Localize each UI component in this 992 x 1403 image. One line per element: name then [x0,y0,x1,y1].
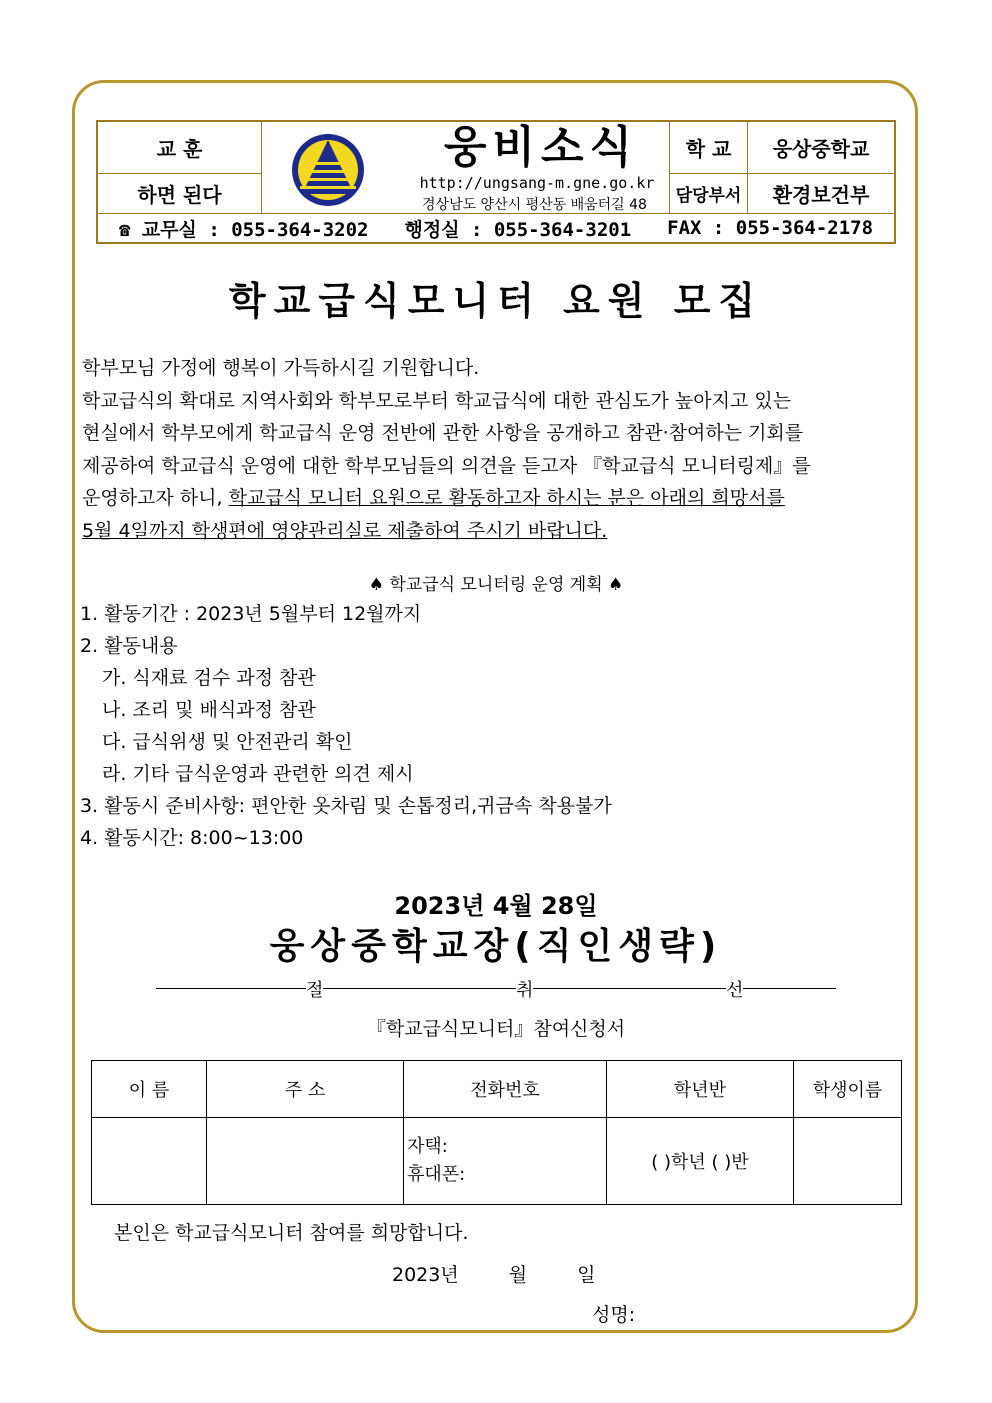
sign-month: 월 [508,1264,528,1286]
address-cell[interactable] [207,1118,404,1205]
student-name-cell[interactable] [794,1118,902,1205]
motto-label: 교 훈 [98,122,262,174]
body-line: 5월 4일까지 학생편에 영양관리실로 제출하여 주시기 바랍니다. [82,519,608,542]
signature-label: 성명: [592,1304,636,1326]
fax-number: FAX : 055-364-2178 [667,217,874,239]
col-phone: 전화번호 [404,1061,607,1118]
sign-date [392,1260,640,1287]
school-logo-icon [290,132,366,208]
cut-char: 취 [516,976,533,1002]
issue-date: 2023년 4월 28일 [394,892,598,920]
admin-phone: 행정실 : 055-364-3201 [404,218,632,241]
plan-subitem: 가. 식재료 검수 과정 참관 [102,667,316,689]
col-student: 학생이름 [794,1061,902,1118]
body-underlined: 학교급식 모니터 요원으로 활동하고자 하시는 분은 아래의 희망서를 [228,487,785,509]
sign-day: 일 [577,1264,596,1286]
wish-statement: 본인은 학교급식모니터 참여를 희망합니다. [114,1222,469,1244]
school-url: http://ungsang-m.gne.go.kr [419,174,655,192]
plan-item: 1. 활동기간 : 2023년 5월부터 12월까지 [80,603,422,625]
plan-item: 3. 활동시 준비사항: 편안한 옷차림 및 손톱정리,귀금속 착용불가 [80,795,612,817]
plan-title: ♠ 학교급식 모니터링 운영 계획 ♠ [368,575,624,595]
school-name: 웅상중학교 [748,122,894,174]
application-table [91,1060,902,1205]
motto: 하면 된다 [98,174,262,214]
school-address: 경상남도 양산시 평산동 배움터길 48 [422,197,647,213]
body-text [82,352,922,547]
body-line: 제공하여 학교급식 운영에 대한 학부모님들의 의견을 듣고자 『학교급식 모니터링제』를 [82,454,811,477]
plan-subitem: 나. 조리 및 배식과정 참관 [102,699,316,721]
dept-name: 환경보건부 [748,174,894,214]
name-cell[interactable] [92,1118,207,1205]
plan-subitem: 라. 기타 급식운영과 관련한 의견 제시 [102,763,414,785]
table-row [92,1118,902,1205]
cut-char: 선 [726,976,743,1002]
plan-item: 4. 활동시간: 8:00~13:00 [80,827,304,849]
col-grade: 학년반 [607,1061,794,1118]
phone-cell[interactable] [404,1118,607,1205]
body-line [82,482,922,515]
principal-name: 웅상중학교장(직인생략) [269,926,723,967]
school-label: 학 교 [670,122,748,174]
table-header-row [92,1061,902,1118]
dept-label: 담당부서 [670,174,748,214]
document-title: 학교급식모니터 요원 모집 [228,279,764,323]
plan-item: 2. 활동내용 [80,635,178,657]
cut-char: 절 [306,976,323,1002]
plan-subitem: 다. 급식위생 및 안전관리 확인 [102,731,353,753]
office-phone: ☎ 교무실 : 055-364-3202 [118,218,369,241]
body-line: 학교급식의 확대로 지역사회와 학부모로부터 학교급식에 대한 관심도가 높아지고 있는 [82,389,792,412]
contact-row [98,214,894,242]
col-name: 이 름 [92,1061,207,1118]
body-line: 현실에서 학부모에게 학교급식 운영 전반에 관한 사항을 공개하고 참관·참여하는 기회를 [82,422,804,444]
sign-year: 2023년 [392,1264,459,1286]
plan-list [80,598,920,854]
home-phone-label: 자택: [407,1136,448,1157]
cut-line [156,976,836,1000]
form-title: 『학교급식모니터』참여신청서 [366,1018,626,1040]
newsletter-header [96,120,896,244]
body-span: 운영하고자 하니, [82,487,229,509]
body-line: 학부모님 가정에 행복이 가득하시길 기원합니다. [82,357,480,379]
newsletter-title: 웅비소식 [443,122,638,173]
col-address: 주 소 [207,1061,404,1118]
header-center [262,122,670,214]
grade-cell[interactable]: ( )학년 ( )반 [607,1118,794,1205]
mobile-phone-label: 휴대폰: [407,1164,466,1185]
